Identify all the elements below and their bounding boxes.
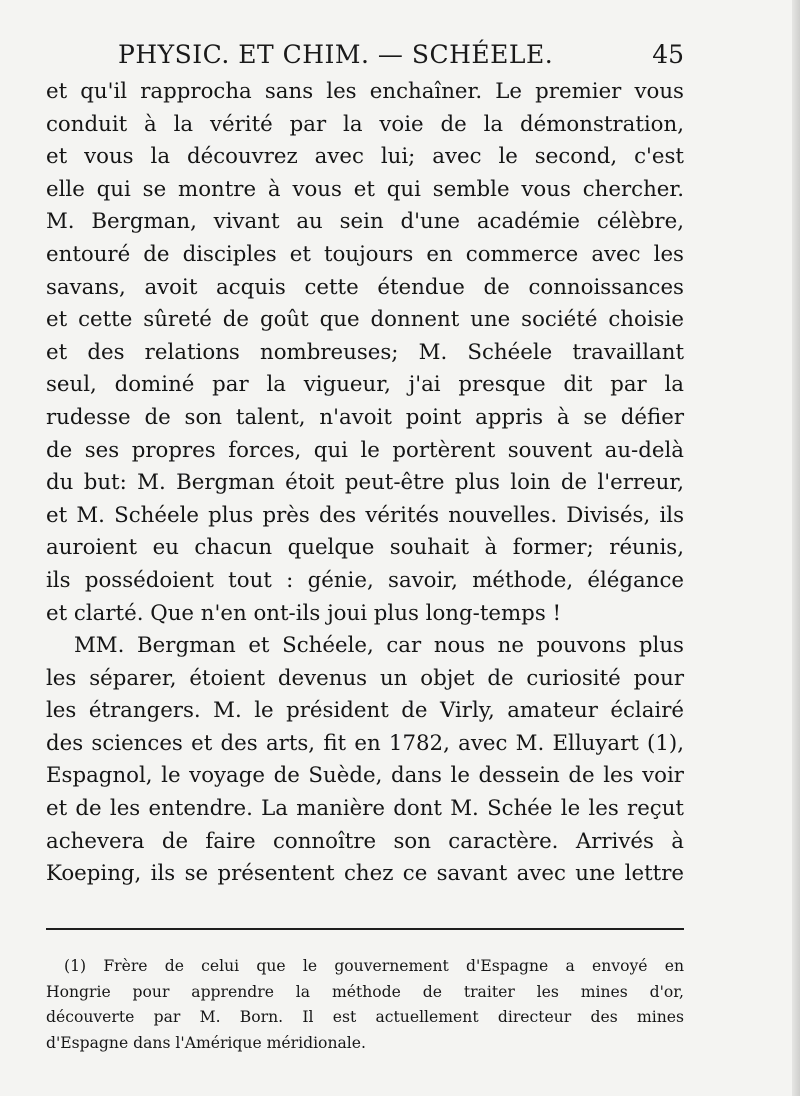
text-line: des sciences et des arts, fit en 1782, avec M. Elluyart (1),	[46, 730, 684, 756]
text-line: conduit à la vérité par la voie de la démonstration,	[46, 111, 684, 137]
text-line: et clarté. Que n'en ont-ils joui plus long-temps !	[46, 600, 562, 626]
footnote	[46, 954, 684, 1056]
page-edge	[792, 0, 800, 1096]
footnote-rule	[46, 928, 684, 930]
body-text	[46, 76, 684, 891]
text-line: et des relations nombreuses; M. Schéele travaillant	[46, 339, 684, 365]
text-line: et M. Schéele plus près des vérités nouvelles. Divisés, ils	[46, 502, 684, 528]
text-line: et vous la découvrez avec lui; avec le second, c'est	[46, 144, 684, 170]
page-header	[118, 40, 684, 80]
text-line: ils possédoient tout : génie, savoir, méthode, élégance	[46, 567, 684, 593]
text-line: savans, avoit acquis cette étendue de connoissances	[46, 274, 684, 300]
text-line: les séparer, étoient devenus un objet de curiosité pour	[46, 665, 684, 691]
text-line: et cette sûreté de goût que donnent une société choisie	[46, 307, 684, 333]
footnote-line: d'Espagne dans l'Amérique méridionale.	[46, 1033, 366, 1052]
text-line: entouré de disciples et toujours en commerce avec les	[46, 241, 684, 267]
text-line: et qu'il rapprocha sans les enchaîner. Le premier vous	[46, 79, 684, 104]
running-head: PHYSIC. ET CHIM. — SCHÉELE.	[118, 40, 554, 69]
text-line: MM. Bergman et Schéele, car nous ne pouvons plus	[74, 633, 684, 659]
text-line: du but: M. Bergman étoit peut-être plus loin de l'erreur,	[46, 470, 684, 496]
text-line: de ses propres forces, qui le portèrent souvent au-delà	[46, 437, 684, 463]
footnote-line: Hongrie pour apprendre la méthode de traiter les mines d'or,	[46, 982, 684, 1001]
text-line: seul, dominé par la vigueur, j'ai presque dit par la	[46, 372, 684, 398]
text-line: elle qui se montre à vous et qui semble vous chercher.	[46, 176, 684, 202]
text-line: achevera de faire connoître son caractère. Arrivés à	[46, 828, 684, 854]
footnote-line: (1) Frère de celui que le gouvernement d'Espagne a envoyé en	[64, 957, 684, 975]
text-line: M. Bergman, vivant au sein d'une académie célèbre,	[46, 209, 684, 235]
text-line: et de les entendre. La manière dont M. Schée le les reçut	[46, 796, 684, 822]
footnote-line: découverte par M. Born. Il est actuellement directeur des mines	[46, 1008, 684, 1027]
text-line: Espagnol, le voyage de Suède, dans le dessein de les voir	[46, 763, 684, 789]
page-number: 45	[652, 40, 684, 69]
text-line: les étrangers. M. le président de Virly, amateur éclairé	[46, 698, 684, 724]
text-line: auroient eu chacun quelque souhait à former; réunis,	[46, 535, 684, 561]
text-line: rudesse de son talent, n'avoit point appris à se défier	[46, 404, 684, 430]
text-line: Koeping, ils se présentent chez ce savant avec une lettre	[46, 861, 684, 887]
